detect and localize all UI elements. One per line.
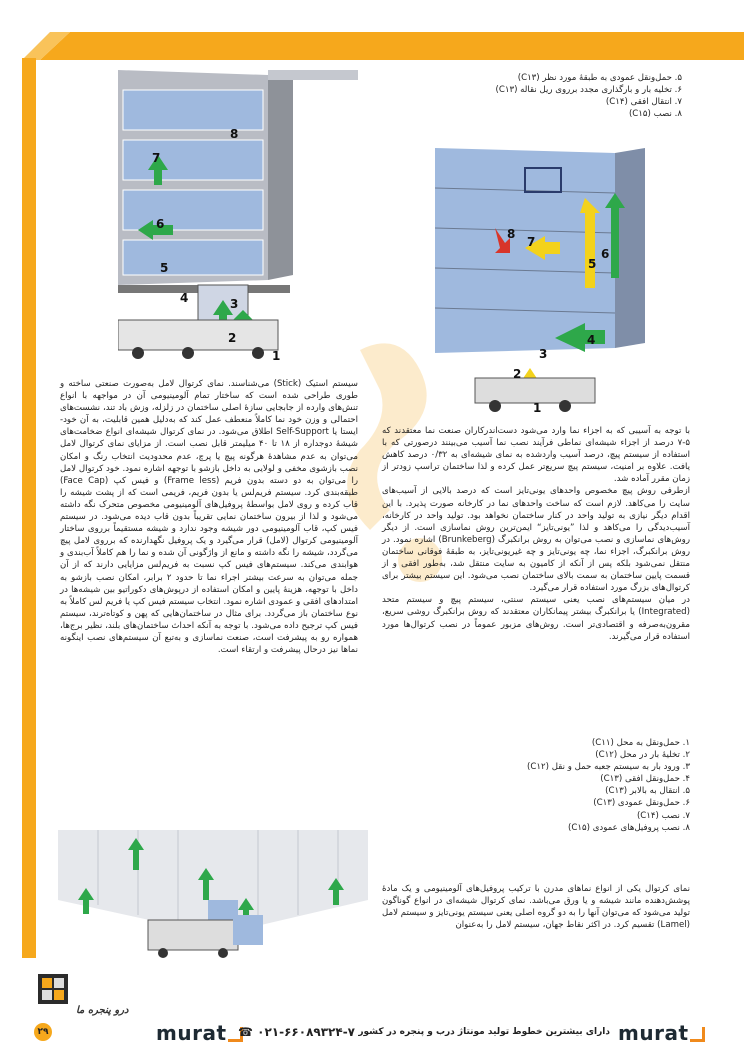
left-accent-bar bbox=[22, 58, 36, 958]
magazine-logo-icon bbox=[36, 970, 72, 1010]
figure-label-7: 7 bbox=[152, 151, 161, 165]
figure-label-4: 4 bbox=[180, 291, 189, 305]
figure-label-1: 1 bbox=[272, 349, 281, 363]
figure-label-6: 6 bbox=[156, 217, 165, 231]
figure-label-7: 7 bbox=[527, 235, 536, 249]
figure-label-4: 4 bbox=[587, 333, 596, 347]
list-item: ۷. نصب (C۱۴) bbox=[636, 810, 690, 821]
list-item: ۸. نصب (C۱۵) bbox=[628, 109, 682, 120]
installation-figure-right bbox=[435, 148, 645, 416]
left-column bbox=[60, 378, 358, 656]
installation-step-list bbox=[390, 737, 690, 834]
installation-figure-left bbox=[118, 70, 390, 365]
figure-label-5: 5 bbox=[160, 261, 169, 275]
list-item: ۷. انتقال افقی (C۱۴) bbox=[605, 97, 682, 108]
paragraph: نمای کرتوال یکی از انواع نماهای مدرن با ترکیب پروفیل‌های آلومینیومی و یک مادهٔ پوشش‌دهنده مانند شیشه و یا ورق می‌باشد. نمای کرتوال شیشه‌ای در انواع گوناگون تولید می‌شود که می‌توان آنها را به دو گروه اصلی یعنی سیستم یونی‌تایز و سیستم لامل (Lamel) تقسیم کرد. در اکثر نقاط جهان، سیستم لامل را به‌عنوان bbox=[382, 884, 690, 931]
right-column bbox=[382, 425, 690, 643]
list-item: ۶. حمل‌ونقل عمودی (C۱۳) bbox=[593, 798, 690, 809]
list-item: ۵. انتقال به بالابر (C۱۳) bbox=[605, 786, 690, 797]
list-item: ۱. حمل‌ونقل به محل (C۱۱) bbox=[591, 738, 690, 748]
paragraph: ازطرفی روش پیچ مخصوص واحدهای یونی‌تایز است که درصد بالایی از آسیب‌های سایت را می‌کاهد. لازم است که ساخت واحدهای نما در کارخانه صورت پذیرد. با این اقدام دیگر نیازی به تولید واحد در کنار ساختمان نخواهد بود. تولید واحد در کارخانه، آسیب‌دیدگی را می‌کاهد و لذا ”یونی‌تایز“ ایمن‌ترین روش نماسازی است. از دیگر روش‌های نماسازی و نصب می‌توان به روش برانکبرگ (Brunkeberg) اشاره نمود. در روش برانکبرگ، اجزاء نما، چه یونی‌تایز و چه غیریونی‌تایز، به طبقهٔ فوقانی ساختمان منتقل نمی‌شود بلکه پس از آنکه از کامیون به سایت منتقل شد، به‌طور افقی و از قسمت پایین ساختمان به سمت بالای ساختمان نصب می‌شود. این سیستم بیشتر برای کرتوال‌های بزرگ مورد استفاده قرار می‌گیرد. bbox=[382, 486, 690, 594]
top-step-list bbox=[402, 72, 682, 120]
figure-label-6: 6 bbox=[601, 247, 610, 261]
brand-logo-right bbox=[618, 1021, 705, 1045]
figure-label-8: 8 bbox=[507, 227, 516, 241]
magazine-name: درو پنجره ما bbox=[76, 1005, 129, 1016]
right-column-bottom bbox=[382, 883, 690, 931]
brand-logo-left bbox=[156, 1021, 243, 1045]
figure-label-1: 1 bbox=[533, 401, 542, 415]
phone-text: ۰۲۱-۶۶۰۸۹۳۲۴-۷ bbox=[257, 1025, 355, 1039]
phone-number bbox=[238, 1025, 355, 1039]
paragraph: با توجه به آسیبی که به اجزاء نما وارد می‌شود دست‌اندرکاران صنعت نما معتقدند که ۵-۷ درصد از اجزاء شیشه‌ای نماطی فرآیند نصب نما آسیب می‌بینند درصورتی که با استفاده از سیستم پیچ، درصد آسیب واردشده به نمای شیشه‌ای به ۰/۳۲ درصد کاهش یافت. علاوه بر امنیت، سیستم پیچ سریع‌تر عمل کرده و لذا ساختمان تراسپ زودتر از زمان مقرر آماده شد. bbox=[382, 426, 690, 485]
paragraph: سیستم استیک (Stick) می‌شناسند. نمای کرتوال لامل به‌صورت صنعتی ساخته و طوری طراحی شده است که ساختار تمام آلومینیومی آن در مواجهه با انواع تنش‌های وارده از جابجایی سازهٔ اصلی ساختمان در زلزله، وزش باد تند، نشست‌های احتمالی و وزن خود نما کاملاً منعطف عمل کند که به‌دلیل همین قابلیت، به آن خود-ایستا یا Self-Support اطلاق می‌شود. در نمای کرتوال شیشه‌ای انواع ضخامت‌های شیشهٔ دوجداره از ۱۸ تا ۴۰ میلیمتر قابل نصب است. از مزایای نمای کرتوال لامل می‌توان به عدم مشاهدهٔ هرگونه پیچ یا پرچ، عدم محدودیت انتخاب رنگ و امکان نصب بازشوی مخفی و لولایی به داخل بازشو با توجهه اشاره نمود. خود کرتوال لامل را می‌توان به دو دسته بدون فریم (Frame less) و فیس کپ (Face Cap) طبقه‌بندی کرد. سیستم فریم‌لس یا بدون فریم، فریمی است که از پشت شیشه را قاب کرده و روی لامل بواسطهٔ پروفیل‌های آلومینیومی مخصوص متحرک نگه داشته می‌شود و لذا از بیرون ساختمان نمایی تقریباً بدون قاب دیده می‌شود. در سیستم فیس کپ، قاب آلومینیومی دور شیشه وجود ندارد و شیشه مستقیماً برروی ساختار آلومینیومی کرتوال (لامل) قرار می‌گیرد و یک پروفیل نگهدارنده که برروی لامل پیچ می‌گردد، شیشه را نگه داشته و مانع از واژگونی آن شده و نما را هم کاملاً آب‌بندی و هوابندی می‌کند. سیستم‌های فیس کپ نسبت به فریم‌لس مزایایی دارند که از آن جمله می‌توان به سرعت بیشتر اجراء نما تا حدود ۲ برابر، امکان نصب بازشو به داخل با توجهه، هزینهٔ پایین و امکان استفاده از درپوش‌های دکوراتیو بین شیشه‌ها در امتدادهای افقی و عمودی اشاره نمود. انتخاب سیستم فیس کپ یا فریم لس کاملاً به نوع ساختمان باز می‌گردد. برای مثال در ساختمان‌هایی که پهن و کوتاه‌ترند، سیستم فیس کپ ترجیح داده می‌شود. با توجه به آنکه احداث ساختمان‌های بلند، نظیر برج‌ها، همواره رو به پیشرفت است، صنعت نماسازی و به‌تبع آن سیستم‌های نصب اینگونه نماها نیز درحال پیشرفت و ارتقاء است. bbox=[60, 379, 358, 656]
figure-label-2: 2 bbox=[228, 331, 237, 345]
figure-label-3: 3 bbox=[230, 297, 239, 311]
list-item: ۵. حمل‌ونقل عمودی به طبقهٔ مورد نظر (C۱۳) bbox=[517, 73, 682, 83]
list-item: ۸. نصب پروفیل‌های عمودی (C۱۵) bbox=[568, 822, 690, 833]
lamel-figure bbox=[58, 830, 370, 960]
figure-label-2: 2 bbox=[513, 367, 522, 381]
footer-tagline: دارای بیشترین خطوط تولید مونتاژ درب و پنجره در کشور bbox=[358, 1027, 610, 1037]
brand-text: murat bbox=[618, 1021, 689, 1045]
header-band bbox=[0, 0, 744, 60]
figure-label-3: 3 bbox=[539, 347, 548, 361]
paragraph: در میان سیستم‌های نصب یعنی سیستم سنتی، سیستم پیچ و سیستم متحد (Integrated) یا برانکبرگ بیشتر پیمانکاران معتقدند که روش برانکبرگ روشی سریع، مقرون‌به‌صرفه و اقتصادی‌تر است. روش‌های مزبور عموماً در نصب کرتوال‌ها مورد استفاده قرار می‌گیرند. bbox=[382, 595, 690, 642]
list-item: ۳. ورود بار به سیستم جعبه حمل و نقل (C۱۲) bbox=[527, 762, 690, 773]
page-number: ۲۹ bbox=[34, 1023, 52, 1041]
list-item: ۶. تخلیه بار و بارگذاری مجدد برروی ریل نقاله (C۱۳) bbox=[495, 85, 682, 96]
list-item: ۴. حمل‌ونقل افقی (C۱۳) bbox=[600, 774, 690, 785]
phone-icon: ☎ bbox=[238, 1025, 253, 1039]
figure-label-5: 5 bbox=[588, 257, 597, 271]
list-item: ۲. تخلیهٔ بار در محل (C۱۲) bbox=[595, 750, 690, 761]
brand-text: murat bbox=[156, 1021, 227, 1045]
figure-label-8: 8 bbox=[230, 127, 239, 141]
